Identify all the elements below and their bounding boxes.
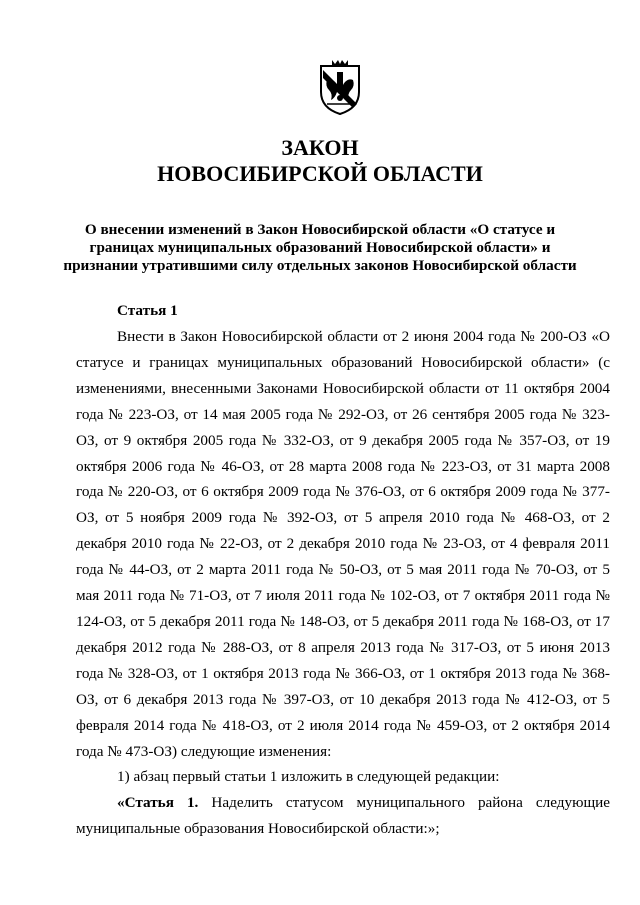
article-body (76, 324, 610, 842)
document-title-region: НОВОСИБИРСКОЙ ОБЛАСТИ (157, 161, 483, 186)
coat-of-arms-icon (313, 58, 367, 116)
document-subtitle: О внесении изменений в Закон Новосибирской области «О статусе и границах муниципальных образований Новосибирской области» и признании утратившими силу отдельных законов Новосибирской области (63, 221, 577, 274)
article-heading: Статья 1 (117, 302, 178, 319)
quote-lead: «Статья 1. (117, 794, 199, 812)
document-title: ЗАКОН (281, 135, 359, 160)
quote-rest: Наделить статусом муниципального района следующие муниципальные образования Новосибирской области:»; (76, 794, 611, 838)
paragraph-quote (76, 790, 610, 842)
paragraph-main: Внести в Закон Новосибирской области от 2 июня 2004 года № 200-ОЗ «О статусе и границах муниципальных образований Новосибирской области» (с изменениями, внесенными Законами Новосибирской области от 11 октября 2004 года № 223-ОЗ, от 14 мая 2005 года № 292-ОЗ, от 26 сентября 2005 года № 323-ОЗ, от 9 октября 2005 года № 332-ОЗ, от 9 декабря 2005 года № 357-ОЗ, от 19 октября 2006 года № 46-ОЗ, от 28 марта 2008 года № 223-ОЗ, от 31 марта 2008 года № 220-ОЗ, от 6 октября 2009 года № 376-ОЗ, от 6 октября 2009 года № 377-ОЗ, от 5 ноября 2009 года № 392-ОЗ, от 5 апреля 2010 года № 468-ОЗ, от 2 декабря 2010 года № 22-ОЗ, от 2 декабря 2010 года № 23-ОЗ, от 4 февраля 2011 года № 44-ОЗ, от 2 марта 2011 года № 50-ОЗ, от 5 мая 2011 года № 70-ОЗ, от 5 мая 2011 года № 71-ОЗ, от 7 июля 2011 года № 102-ОЗ, от 7 октября 2011 года № 124-ОЗ, от 5 декабря 2011 года № 148-ОЗ, от 5 декабря 2011 года № 168-ОЗ, от 17 декабря 2012 года № 288-ОЗ, от 8 апреля 2013 года № 317-ОЗ, от 5 июня 2013 года № 328-ОЗ, от 1 октября 2013 года № 366-ОЗ, от 1 октября 2013 года № 368-ОЗ, от 6 декабря 2013 года № 397-ОЗ, от 10 декабря 2013 года № 412-ОЗ, от 5 февраля 2014 года № 418-ОЗ, от 2 июля 2014 года № 459-ОЗ, от 2 октября 2014 года № 473-ОЗ) следующие изменения: (76, 328, 610, 760)
paragraph-item-1: 1) абзац первый статьи 1 изложить в следующей редакции: (117, 768, 500, 786)
